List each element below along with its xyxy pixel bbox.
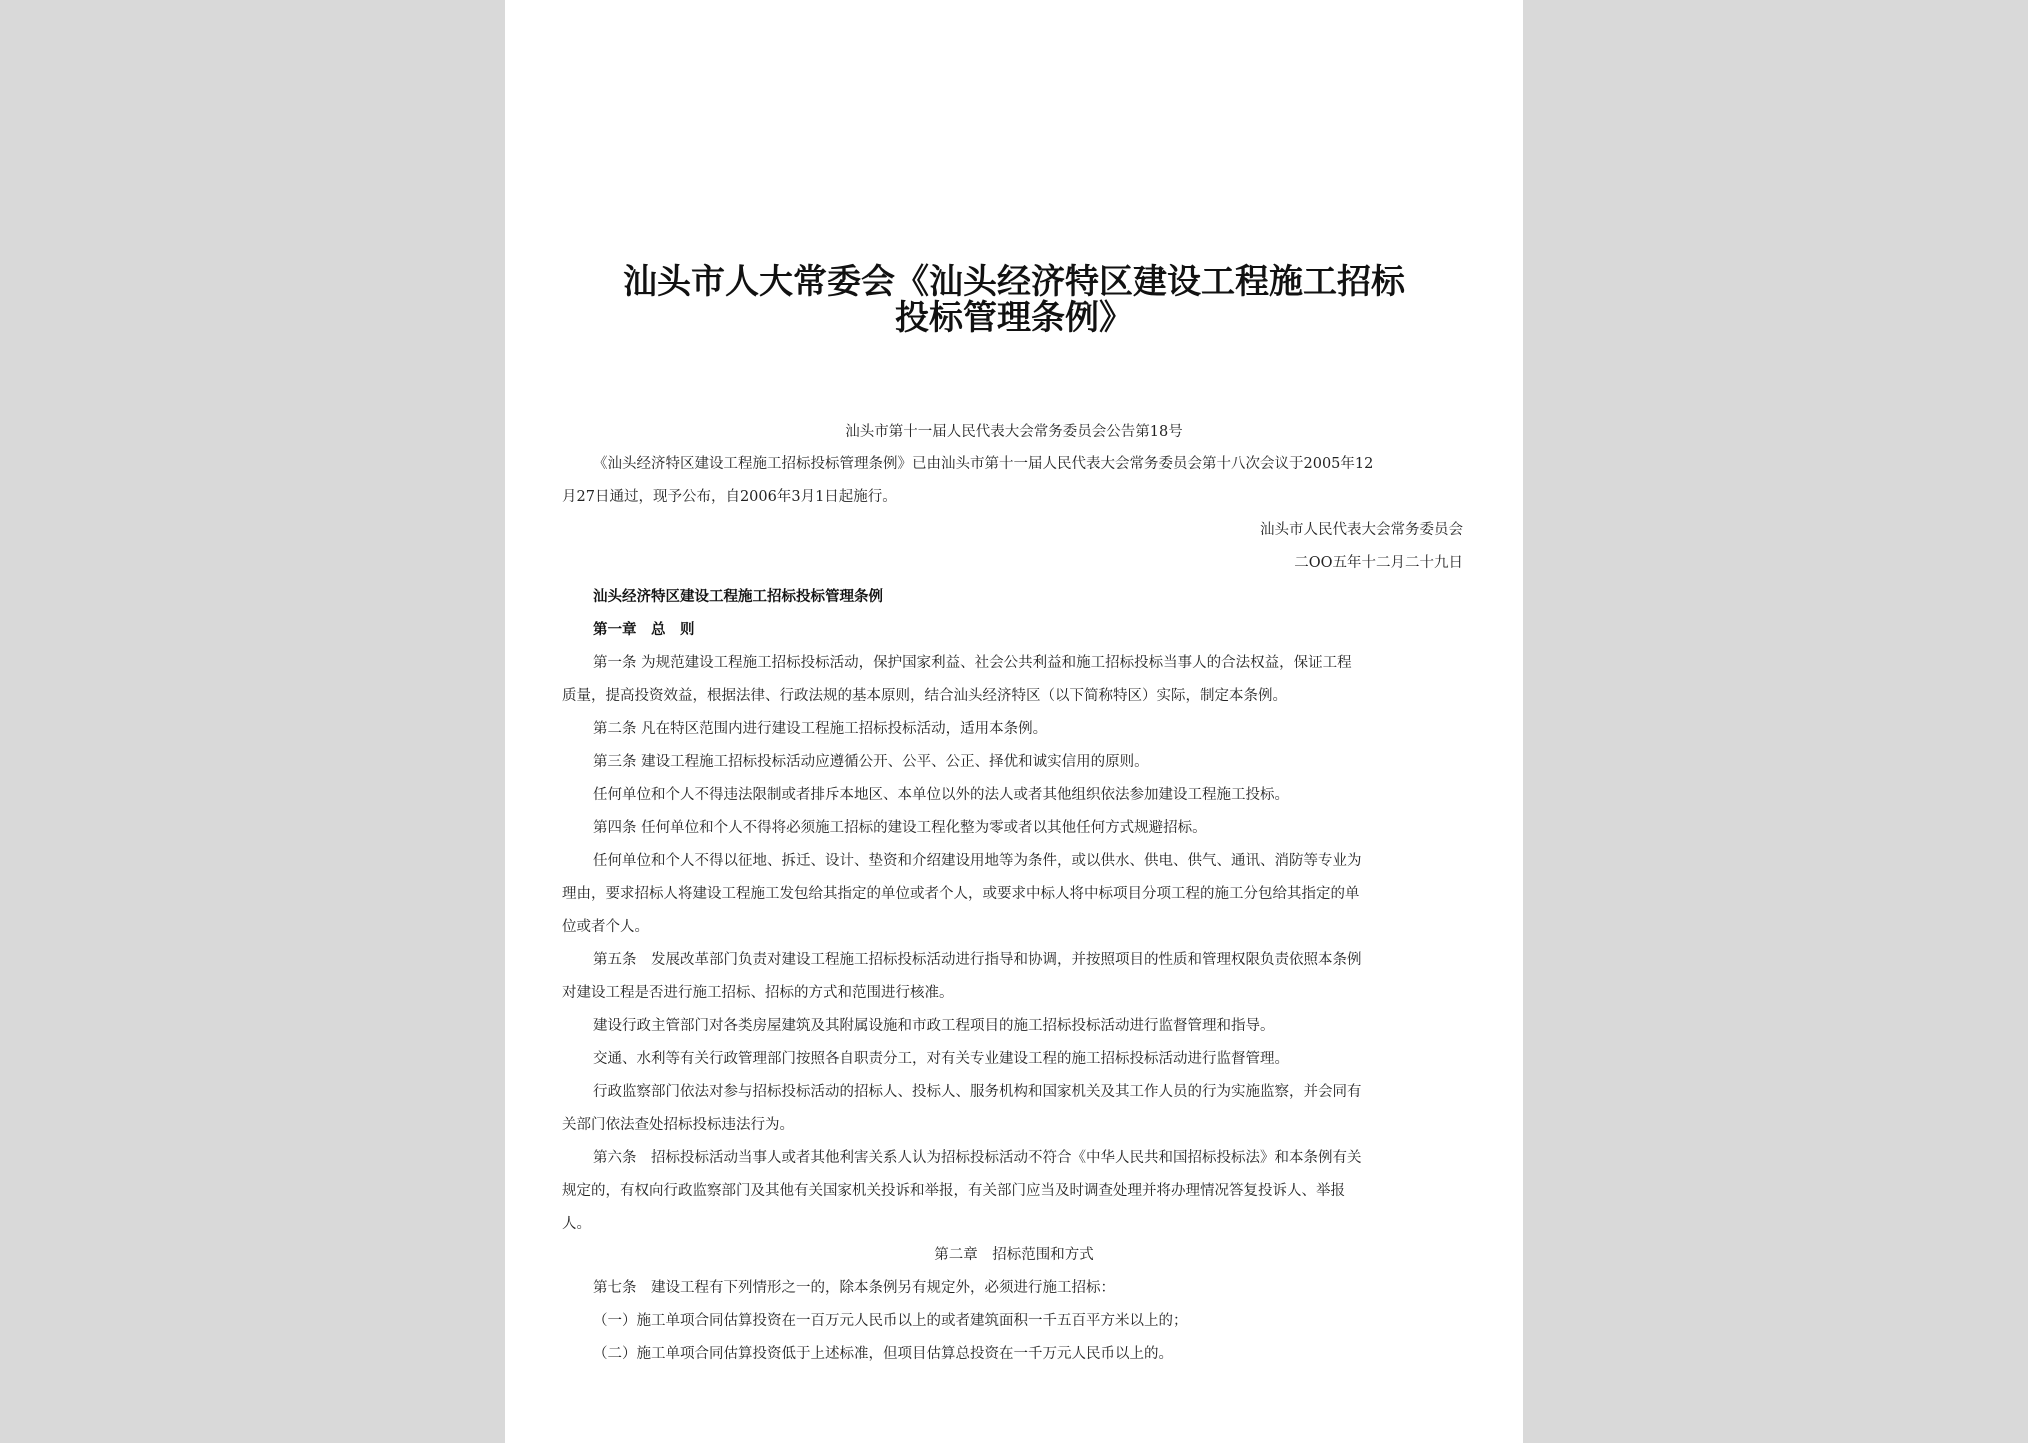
body-line: 关部门依法查处招标投标违法行为。 xyxy=(562,1117,794,1133)
body-line: （二）施工单项合同估算投资低于上述标准，但项目估算总投资在一千万元人民币以上的。 xyxy=(593,1346,1173,1362)
body-line: 第七条 建设工程有下列情形之一的，除本条例另有规定外，必须进行施工招标： xyxy=(593,1280,1115,1296)
body-line: （一）施工单项合同估算投资在一百万元人民币以上的或者建筑面积一千五百平方米以上的； xyxy=(593,1313,1188,1329)
body-line: 任何单位和个人不得违法限制或者排斥本地区、本单位以外的法人或者其他组织依法参加建设工程施工投标。 xyxy=(593,787,1289,803)
body-line: 第五条 发展改革部门负责对建设工程施工招标投标活动进行指导和协调，并按照项目的性质和管理权限负责依照本条例 xyxy=(593,952,1362,968)
document-title-line1: 汕头市人大常委会《汕头经济特区建设工程施工招标 xyxy=(623,262,1405,302)
chapter-heading: 第二章 招标范围和方式 xyxy=(934,1247,1094,1263)
intro-line: 月27日通过，现予公布，自2006年3月1日起施行。 xyxy=(562,489,897,505)
body-line: 理由，要求招标人将建设工程施工发包给其指定的单位或者个人，或要求中标人将中标项目分项工程的施工分包给其指定的单 xyxy=(562,886,1360,902)
body-line: 交通、水利等有关行政管理部门按照各自职责分工，对有关专业建设工程的施工招标投标活动进行监督管理。 xyxy=(593,1051,1289,1067)
chapter-heading: 第一章 总 则 xyxy=(593,621,695,638)
body-line: 规定的，有权向行政监察部门及其他有关国家机关投诉和举报，有关部门应当及时调查处理并将办理情况答复投诉人、举报 xyxy=(562,1183,1345,1199)
body-line: 第一条 为规范建设工程施工招标投标活动，保护国家利益、社会公共利益和施工招标投标当事人的合法权益，保证工程 xyxy=(593,655,1352,671)
document-title-line2: 投标管理条例》 xyxy=(895,298,1133,338)
body-line: 对建设工程是否进行施工招标、招标的方式和范围进行核准。 xyxy=(562,985,954,1001)
intro-line: 《汕头经济特区建设工程施工招标投标管理条例》已由汕头市第十一届人民代表大会常务委员会第十八次会议于2005年12 xyxy=(593,456,1374,472)
issue-date: 二OO五年十二月二十九日 xyxy=(1294,555,1463,571)
body-line: 人。 xyxy=(562,1216,591,1232)
announcement-number: 汕头市第十一届人民代表大会常务委员会公告第18号 xyxy=(845,424,1183,440)
issuer: 汕头市人民代表大会常务委员会 xyxy=(1260,522,1463,538)
document-page xyxy=(505,0,1523,1443)
body-line: 任何单位和个人不得以征地、拆迁、设计、垫资和介绍建设用地等为条件，或以供水、供电、供气、通讯、消防等专业为 xyxy=(593,853,1362,869)
body-line: 第六条 招标投标活动当事人或者其他利害关系人认为招标投标活动不符合《中华人民共和国招标投标法》和本条例有关 xyxy=(593,1150,1362,1166)
regulation-title: 汕头经济特区建设工程施工招标投标管理条例 xyxy=(593,588,883,605)
body-line: 建设行政主管部门对各类房屋建筑及其附属设施和市政工程项目的施工招标投标活动进行监督管理和指导。 xyxy=(593,1018,1275,1034)
body-line: 行政监察部门依法对参与招标投标活动的招标人、投标人、服务机构和国家机关及其工作人员的行为实施监察，并会同有 xyxy=(593,1084,1362,1100)
body-line: 第二条 凡在特区范围内进行建设工程施工招标投标活动，适用本条例。 xyxy=(593,721,1048,737)
body-line: 第四条 任何单位和个人不得将必须施工招标的建设工程化整为零或者以其他任何方式规避招标。 xyxy=(593,820,1207,836)
body-line: 位或者个人。 xyxy=(562,919,649,935)
body-line: 第三条 建设工程施工招标投标活动应遵循公开、公平、公正、择优和诚实信用的原则。 xyxy=(593,754,1149,770)
body-line: 质量，提高投资效益，根据法律、行政法规的基本原则，结合汕头经济特区（以下简称特区）实际，制定本条例。 xyxy=(562,688,1287,704)
